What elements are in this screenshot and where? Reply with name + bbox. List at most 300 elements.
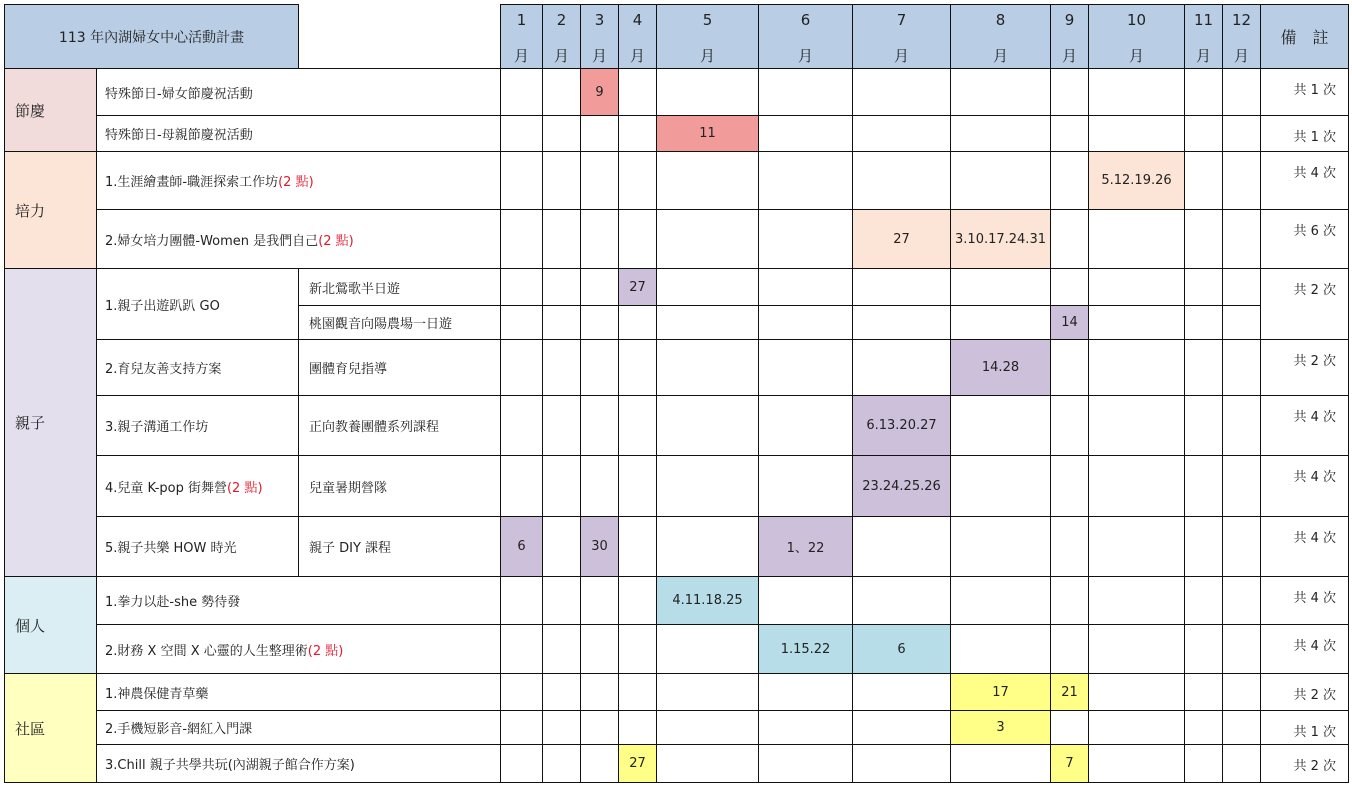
- month-header: [618, 4, 657, 69]
- month-unit: 月: [629, 47, 645, 65]
- note-count: 共 2 次: [1293, 759, 1336, 774]
- month-number: 7: [896, 11, 907, 29]
- activity-subitem: [298, 268, 501, 306]
- month-cell: [1184, 68, 1223, 116]
- category-label: 社區: [15, 719, 46, 738]
- scheduled-dates: [618, 744, 657, 783]
- month-cell: [618, 624, 657, 674]
- month-cell: [1088, 68, 1185, 116]
- activity-name: [96, 455, 299, 517]
- category-label: 個人: [15, 616, 46, 635]
- month-cell: [1050, 455, 1089, 517]
- month-cell: [656, 268, 759, 306]
- month-cell: [1184, 576, 1223, 625]
- month-cell: [950, 151, 1051, 210]
- month-cell: [1222, 395, 1261, 456]
- month-cell: [1088, 339, 1185, 396]
- month-cell: [656, 68, 759, 116]
- month-cell: [542, 305, 581, 340]
- month-cell: [852, 673, 951, 711]
- month-number: 6: [800, 11, 811, 29]
- month-cell: [656, 339, 759, 396]
- month-cell: [500, 268, 543, 306]
- month-cell: [1222, 744, 1261, 783]
- month-cell: [1050, 395, 1089, 456]
- schedule-dates-text: 6: [517, 539, 526, 554]
- month-cell: [1088, 673, 1185, 711]
- credit-tag: (2 點): [307, 643, 344, 659]
- month-cell: [618, 151, 657, 210]
- month-cell: [656, 710, 759, 745]
- month-cell: [1050, 209, 1089, 269]
- activity-name: [96, 268, 299, 340]
- month-cell: [758, 305, 853, 340]
- activity-name: [96, 209, 501, 269]
- month-cell: [580, 624, 619, 674]
- month-cell: [656, 455, 759, 517]
- credit-tag: (2 點): [278, 175, 314, 190]
- schedule-dates-text: 7: [1065, 756, 1074, 771]
- month-unit: 月: [553, 47, 569, 65]
- month-number: 12: [1231, 11, 1252, 29]
- month-cell: [852, 744, 951, 783]
- category-community: [4, 673, 97, 783]
- month-cell: [580, 455, 619, 517]
- month-cell: [580, 339, 619, 396]
- month-cell: [852, 305, 951, 340]
- schedule-dates-text: 3: [996, 720, 1005, 735]
- month-unit: 月: [893, 47, 909, 65]
- month-cell: [656, 151, 759, 210]
- month-number: 4: [632, 11, 643, 29]
- month-cell: [618, 455, 657, 517]
- activity-name-text: 4.兒童 K-pop 街舞營: [105, 480, 227, 496]
- activity-subitem-text: 桃園觀音向陽農場一日遊: [309, 317, 453, 332]
- activity-name-text: 2.婦女培力團體-Women 是我們自己: [105, 233, 319, 249]
- activity-name-text: 1.生涯繪畫師-職涯探索工作坊: [105, 175, 279, 190]
- category-empower: [4, 151, 97, 269]
- month-cell: [1184, 209, 1223, 269]
- schedule-dates-text: 6.13.20.27: [866, 418, 937, 433]
- note-count: 共 4 次: [1293, 639, 1336, 654]
- note-count: 共 1 次: [1293, 130, 1336, 145]
- month-cell: [580, 209, 619, 269]
- schedule-dates-text: 3.10.17.24.31: [955, 231, 1046, 247]
- month-cell: [1222, 673, 1261, 711]
- month-cell: [1184, 710, 1223, 745]
- month-cell: [852, 151, 951, 210]
- schedule-dates-text: 17: [992, 684, 1009, 700]
- activity-name: [96, 115, 501, 152]
- activity-name: [96, 339, 299, 396]
- activity-name: [96, 68, 501, 116]
- month-cell: [618, 673, 657, 711]
- month-cell: [950, 115, 1051, 152]
- month-cell: [500, 395, 543, 456]
- month-cell: [618, 710, 657, 745]
- scheduled-dates: [656, 576, 759, 625]
- month-cell: [950, 305, 1051, 340]
- month-header: [656, 4, 759, 69]
- month-cell: [580, 115, 619, 152]
- schedule-dates-text: 14.28: [981, 360, 1020, 375]
- activity-name-text: 5.親子共樂 HOW 時光: [105, 541, 237, 556]
- scheduled-dates: [1050, 305, 1089, 340]
- note-cell: [1260, 576, 1349, 625]
- month-cell: [1222, 624, 1261, 674]
- month-cell: [1222, 710, 1261, 745]
- activity-subitem: [298, 516, 501, 577]
- month-cell: [852, 115, 951, 152]
- month-cell: [1050, 115, 1089, 152]
- month-cell: [852, 710, 951, 745]
- month-cell: [618, 395, 657, 456]
- month-cell: [580, 576, 619, 625]
- month-cell: [500, 455, 543, 517]
- month-cell: [542, 268, 581, 306]
- activity-name-text: 3.親子溝通工作坊: [105, 420, 209, 435]
- month-header: [1088, 4, 1185, 69]
- activity-name-text: 特殊節日-母親節慶祝活動: [105, 128, 253, 143]
- scheduled-dates: [580, 516, 619, 577]
- category-label: 節慶: [15, 101, 46, 120]
- scheduled-dates: [852, 209, 951, 269]
- month-cell: [950, 744, 1051, 783]
- month-cell: [1222, 455, 1261, 517]
- month-cell: [852, 68, 951, 116]
- month-header: [500, 4, 543, 69]
- month-cell: [1184, 115, 1223, 152]
- schedule-dates-text: 27: [629, 756, 646, 771]
- month-cell: [500, 305, 543, 340]
- month-cell: [1088, 516, 1185, 577]
- month-cell: [542, 455, 581, 517]
- month-cell: [542, 209, 581, 269]
- month-cell: [500, 710, 543, 745]
- month-number: 10: [1126, 11, 1147, 29]
- category-personal: [4, 576, 97, 674]
- credit-tag: (2 點): [318, 233, 354, 249]
- credit-tag: (2 點): [226, 480, 263, 496]
- month-header: [758, 4, 853, 69]
- month-number: 9: [1064, 11, 1075, 29]
- month-cell: [580, 710, 619, 745]
- month-cell: [500, 209, 543, 269]
- month-cell: [1050, 624, 1089, 674]
- note-cell: [1260, 744, 1349, 783]
- month-cell: [950, 624, 1051, 674]
- schedule-dates-text: 27: [893, 231, 910, 247]
- note-cell: [1260, 455, 1349, 517]
- note-cell: [1260, 209, 1349, 269]
- month-cell: [1222, 516, 1261, 577]
- month-unit: 月: [992, 47, 1008, 65]
- note-cell: [1260, 339, 1349, 396]
- month-cell: [500, 151, 543, 210]
- activity-subitem-text: 新北鶯歌半日遊: [309, 281, 401, 297]
- note-count: 共 4 次: [1293, 531, 1336, 546]
- month-cell: [1088, 268, 1185, 306]
- schedule-dates-text: 5.12.19.26: [1101, 173, 1172, 188]
- note-cell: [1260, 710, 1349, 745]
- activity-name-text: 2.手機短影音-網紅入門課: [105, 722, 253, 737]
- month-cell: [580, 673, 619, 711]
- month-header: [542, 4, 581, 69]
- notes-header: [1260, 4, 1349, 69]
- month-cell: [1222, 305, 1261, 340]
- month-cell: [1222, 151, 1261, 210]
- scheduled-dates: [852, 624, 951, 674]
- note-count: 共 1 次: [1293, 725, 1336, 740]
- activity-subitem: [298, 339, 501, 396]
- activity-name: [96, 710, 501, 745]
- note-cell: [1260, 115, 1349, 152]
- month-cell: [1088, 744, 1185, 783]
- note-count: 共 2 次: [1293, 354, 1336, 369]
- scheduled-dates: [950, 339, 1051, 396]
- month-cell: [852, 339, 951, 396]
- month-cell: [500, 624, 543, 674]
- category-label: 親子: [15, 414, 46, 432]
- schedule-dates-text: 9: [595, 84, 604, 100]
- month-cell: [758, 268, 853, 306]
- scheduled-dates: [950, 209, 1051, 269]
- month-cell: [758, 576, 853, 625]
- scheduled-dates: [852, 395, 951, 456]
- month-cell: [1222, 576, 1261, 625]
- month-header: [1184, 4, 1223, 69]
- month-cell: [656, 209, 759, 269]
- note-count: 共 4 次: [1293, 591, 1336, 606]
- activity-subitem: [298, 395, 501, 456]
- scheduled-dates: [1088, 151, 1185, 210]
- month-unit: 月: [797, 47, 813, 65]
- month-cell: [618, 516, 657, 577]
- month-cell: [500, 673, 543, 711]
- activity-name-text: 1.神農保健青草藥: [105, 686, 209, 702]
- activity-subitem: [298, 305, 501, 340]
- schedule-dates-text: 6: [897, 641, 906, 657]
- month-cell: [1050, 576, 1089, 625]
- month-number: 5: [702, 11, 713, 29]
- month-unit: 月: [591, 47, 607, 65]
- month-cell: [1184, 339, 1223, 396]
- month-cell: [1050, 339, 1089, 396]
- month-cell: [758, 710, 853, 745]
- month-cell: [1184, 673, 1223, 711]
- schedule-dates-text: 4.11.18.25: [672, 593, 743, 608]
- month-cell: [950, 576, 1051, 625]
- category-festival: [4, 68, 97, 152]
- schedule-dates-text: 27: [629, 279, 646, 295]
- activity-name: [96, 673, 501, 711]
- month-cell: [618, 339, 657, 396]
- month-cell: [852, 268, 951, 306]
- month-unit: 月: [1128, 47, 1144, 65]
- month-cell: [1222, 209, 1261, 269]
- activity-name: [96, 576, 501, 625]
- month-cell: [758, 673, 853, 711]
- activity-name-text: 3.Chill 親子共學共玩(內湖親子館合作方案): [105, 758, 355, 773]
- month-cell: [1050, 710, 1089, 745]
- month-cell: [1050, 268, 1089, 306]
- note-cell: [1260, 68, 1349, 116]
- month-cell: [1184, 395, 1223, 456]
- activity-name-text: 1.拳力以赴-she 勢待發: [105, 595, 241, 610]
- month-cell: [580, 268, 619, 306]
- month-cell: [618, 576, 657, 625]
- month-cell: [542, 576, 581, 625]
- month-cell: [1088, 576, 1185, 625]
- scheduled-dates: [500, 516, 543, 577]
- scheduled-dates: [950, 710, 1051, 745]
- activity-name: [96, 744, 501, 783]
- activity-subitem-text: 正向教養團體系列課程: [309, 420, 440, 435]
- schedule-dates-text: 30: [591, 539, 608, 554]
- month-number: 8: [995, 11, 1006, 29]
- month-header: [580, 4, 619, 69]
- month-cell: [1184, 151, 1223, 210]
- month-cell: [542, 395, 581, 456]
- note-cell: [1260, 624, 1349, 674]
- note-count: 共 6 次: [1293, 224, 1336, 239]
- month-cell: [758, 68, 853, 116]
- month-unit: 月: [513, 47, 529, 65]
- month-cell: [852, 576, 951, 625]
- note-cell: [1260, 516, 1349, 577]
- month-number: 2: [556, 11, 567, 29]
- notes-header-text: 備 註: [1280, 28, 1329, 47]
- month-cell: [758, 209, 853, 269]
- schedule-dates-text: 21: [1061, 684, 1078, 700]
- category-parenting: [4, 268, 97, 577]
- month-cell: [1222, 339, 1261, 396]
- month-cell: [1222, 115, 1261, 152]
- month-cell: [656, 395, 759, 456]
- schedule-dates-text: 1.15.22: [780, 641, 831, 657]
- month-cell: [1184, 268, 1223, 306]
- month-cell: [1088, 209, 1185, 269]
- note-cell: [1260, 268, 1349, 340]
- month-cell: [618, 115, 657, 152]
- schedule-dates-text: 1、22: [786, 541, 825, 556]
- schedule-dates-text: 11: [699, 126, 716, 141]
- scheduled-dates: [758, 624, 853, 674]
- month-header: [1050, 4, 1089, 69]
- month-cell: [656, 305, 759, 340]
- month-cell: [1184, 624, 1223, 674]
- month-cell: [950, 268, 1051, 306]
- month-cell: [656, 624, 759, 674]
- note-cell: [1260, 673, 1349, 711]
- scheduled-dates: [758, 516, 853, 577]
- note-count: 共 4 次: [1293, 166, 1336, 181]
- activity-name-text: 2.育兒友善支持方案: [105, 362, 222, 377]
- scheduled-dates: [618, 268, 657, 306]
- month-cell: [758, 395, 853, 456]
- month-cell: [852, 516, 951, 577]
- month-cell: [580, 151, 619, 210]
- note-count: 共 2 次: [1293, 688, 1336, 703]
- plan-title: [4, 4, 299, 69]
- month-cell: [950, 395, 1051, 456]
- month-header: [950, 4, 1051, 69]
- month-cell: [1184, 305, 1223, 340]
- month-cell: [542, 673, 581, 711]
- activity-name: [96, 151, 501, 210]
- month-cell: [1088, 624, 1185, 674]
- month-cell: [618, 209, 657, 269]
- month-cell: [500, 115, 543, 152]
- month-cell: [500, 744, 543, 783]
- month-cell: [580, 305, 619, 340]
- month-cell: [618, 68, 657, 116]
- month-cell: [758, 151, 853, 210]
- month-cell: [1222, 268, 1261, 306]
- month-cell: [758, 339, 853, 396]
- month-number: 11: [1193, 11, 1214, 29]
- month-number: 1: [516, 11, 527, 29]
- schedule-dates-text: 23.24.25.26: [862, 478, 941, 494]
- activity-subitem-text: 團體育兒指導: [309, 362, 388, 377]
- month-unit: 月: [1195, 47, 1211, 65]
- note-cell: [1260, 151, 1349, 210]
- activity-name: [96, 516, 299, 577]
- activity-subitem: [298, 455, 501, 517]
- month-header: [852, 4, 951, 69]
- month-cell: [580, 744, 619, 783]
- month-cell: [1184, 455, 1223, 517]
- month-cell: [758, 455, 853, 517]
- month-unit: 月: [1061, 47, 1077, 65]
- month-cell: [950, 455, 1051, 517]
- activity-name: [96, 624, 501, 674]
- month-cell: [758, 744, 853, 783]
- month-cell: [1222, 68, 1261, 116]
- note-cell: [1260, 395, 1349, 456]
- activity-name-text: 2.財務 X 空間 X 心靈的人生整理術: [105, 643, 308, 659]
- month-unit: 月: [1233, 47, 1249, 65]
- month-cell: [1184, 744, 1223, 783]
- month-cell: [618, 305, 657, 340]
- plan-title-text: 113 年內湖婦女中心活動計畫: [58, 29, 245, 46]
- scheduled-dates: [852, 455, 951, 517]
- month-cell: [542, 744, 581, 783]
- month-cell: [542, 339, 581, 396]
- month-cell: [1088, 115, 1185, 152]
- month-cell: [758, 115, 853, 152]
- category-label: 培力: [15, 201, 46, 220]
- month-cell: [950, 516, 1051, 577]
- activity-name-text: 特殊節日-婦女節慶祝活動: [105, 86, 253, 102]
- month-cell: [1050, 151, 1089, 210]
- month-cell: [656, 673, 759, 711]
- month-cell: [542, 516, 581, 577]
- month-cell: [1088, 305, 1185, 340]
- activity-subitem-text: 親子 DIY 課程: [309, 541, 392, 556]
- note-count: 共 2 次: [1293, 283, 1336, 298]
- activity-name: [96, 395, 299, 456]
- note-count: 共 1 次: [1293, 83, 1336, 98]
- month-cell: [542, 710, 581, 745]
- note-count: 共 4 次: [1293, 470, 1336, 485]
- scheduled-dates: [580, 68, 619, 116]
- month-cell: [1050, 68, 1089, 116]
- note-count: 共 4 次: [1293, 410, 1336, 425]
- scheduled-dates: [1050, 673, 1089, 711]
- month-cell: [542, 115, 581, 152]
- month-cell: [1088, 710, 1185, 745]
